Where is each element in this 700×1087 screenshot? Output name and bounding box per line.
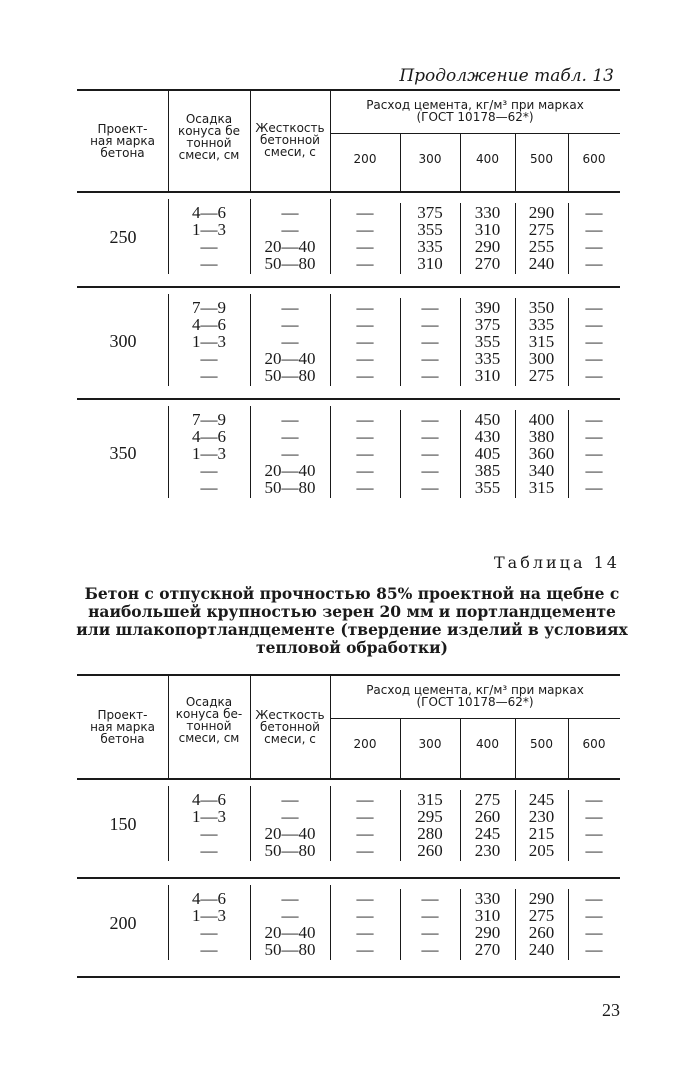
column-rule [250, 786, 251, 861]
table-cell: 310 [474, 366, 501, 385]
table-cell: 20—40 [264, 237, 316, 256]
grade-cell: 150 [109, 814, 137, 834]
table-cell: — [281, 220, 299, 239]
header-consumption: Расход цемента, кг/м³ при марках (ГОСТ 10178—62*) [366, 98, 584, 124]
table-cell: 290 [528, 203, 555, 222]
column-rule [330, 885, 331, 960]
table-cell: 4—6 [192, 203, 226, 222]
table-cell: — [585, 254, 603, 273]
table-cell: — [421, 940, 439, 959]
header-mark-600: 600 [582, 152, 606, 166]
column-rule [168, 199, 169, 274]
table-cell: 245 [474, 824, 501, 843]
table-cell: 240 [528, 254, 555, 273]
column-rule [515, 889, 516, 960]
column-rule [460, 298, 461, 386]
table-cell: 295 [417, 807, 443, 826]
column-rule [250, 199, 251, 274]
column-rule [460, 790, 461, 861]
table-cell: 215 [528, 824, 555, 843]
table-cell: — [281, 906, 299, 925]
table-cell: — [421, 889, 439, 908]
table-cell: — [585, 841, 603, 860]
column-rule [568, 790, 569, 861]
table-cell: 310 [474, 220, 501, 239]
column-rule [568, 133, 569, 191]
table-cell: — [421, 444, 439, 463]
column-rule [168, 89, 169, 191]
rule-line [77, 877, 620, 879]
table-cell: — [421, 906, 439, 925]
table-cell: — [585, 889, 603, 908]
table-cell: — [200, 237, 218, 256]
table-cell: 375 [474, 315, 501, 334]
column-rule [460, 718, 461, 778]
table-cell: 4—6 [192, 427, 226, 446]
table-cell: — [585, 203, 603, 222]
column-rule [330, 199, 331, 274]
table-cell: — [585, 349, 603, 368]
header-mark-500: 500 [530, 152, 553, 166]
table-cell: 230 [474, 841, 501, 860]
table-cell: 240 [528, 940, 555, 959]
grade-cell: 250 [109, 227, 137, 247]
column-rule [250, 406, 251, 498]
header-stiffness: Жесткость бетонной смеси, с [255, 121, 325, 159]
table-cell: — [421, 427, 439, 446]
table-cell: 50—80 [264, 366, 316, 385]
column-rule [515, 718, 516, 778]
table-cell: 450 [474, 410, 501, 429]
table-cell: 315 [417, 790, 443, 809]
rule-line [77, 976, 620, 978]
table-cell: — [200, 923, 218, 942]
table-cell: — [421, 349, 439, 368]
column-rule [330, 674, 331, 778]
table-14-caption: Бетон с отпускной прочностью 85% проектной на щебне с наибольшей крупностью зерен 20 мм и портландцементе или шлакопортландцементе (твердение изделий в условиях тепловой обработки) [76, 584, 628, 657]
column-rule [515, 133, 516, 191]
table-cell: — [356, 410, 374, 429]
table-cell: 255 [528, 237, 555, 256]
column-rule [568, 298, 569, 386]
grade-cell: 200 [109, 913, 137, 933]
table-cell: 385 [474, 461, 501, 480]
table-cell: 335 [528, 315, 555, 334]
table-cell: 335 [474, 349, 501, 368]
table-cell: 405 [474, 444, 501, 463]
table-cell: — [356, 923, 374, 942]
column-rule [250, 89, 251, 191]
header-grade: Проект- ная марка бетона [90, 122, 155, 160]
table-cell: — [356, 254, 374, 273]
table-cell: — [281, 315, 299, 334]
column-rule [515, 203, 516, 274]
table-cell: 1—3 [192, 332, 226, 351]
table-cell: 315 [528, 332, 555, 351]
table-cell: — [356, 366, 374, 385]
table-cell: 20—40 [264, 349, 316, 368]
table-cell: 275 [528, 220, 555, 239]
table-cell: 7—9 [192, 410, 226, 429]
rule-line [77, 398, 620, 400]
column-rule [250, 885, 251, 960]
table-cell: 290 [528, 889, 555, 908]
header-consumption: Расход цемента, кг/м³ при марках (ГОСТ 10178—62*) [366, 683, 584, 709]
table-cell: 340 [528, 461, 555, 480]
table-cell: — [281, 298, 299, 317]
header-mark-300: 300 [418, 737, 442, 751]
table-cell: — [356, 841, 374, 860]
table-cell: 50—80 [264, 841, 316, 860]
column-rule [568, 410, 569, 498]
column-rule [568, 889, 569, 960]
header-mark-500: 500 [530, 737, 553, 751]
table-cell: 1—3 [192, 807, 226, 826]
table-cell: — [421, 332, 439, 351]
table-cell: 390 [474, 298, 501, 317]
table-cell: 1—3 [192, 220, 226, 239]
table-cell: — [585, 237, 603, 256]
table-cell: 300 [528, 349, 555, 368]
column-rule [400, 790, 401, 861]
column-rule [400, 298, 401, 386]
table-cell: 20—40 [264, 461, 316, 480]
table-cell: — [356, 349, 374, 368]
table-cell: — [356, 444, 374, 463]
table-cell: — [356, 889, 374, 908]
table-cell: — [421, 410, 439, 429]
table-cell: — [421, 478, 439, 497]
table-cell: — [356, 461, 374, 480]
table-cell: 270 [474, 254, 501, 273]
rule-line [330, 133, 620, 134]
table-cell: 20—40 [264, 923, 316, 942]
header-slump: Осадка конуса бе тонной смеси, см [177, 112, 241, 162]
table-cell: 400 [528, 410, 555, 429]
table-cell: — [585, 410, 603, 429]
table-cell: — [356, 220, 374, 239]
column-rule [330, 294, 331, 386]
table-cell: — [200, 349, 218, 368]
column-rule [168, 294, 169, 386]
table-cell: — [356, 427, 374, 446]
table-cell: — [421, 923, 439, 942]
table-cell: 205 [528, 841, 555, 860]
table-cell: 1—3 [192, 906, 226, 925]
table-cell: 245 [528, 790, 555, 809]
table-cell: 230 [528, 807, 555, 826]
table-cell: — [281, 332, 299, 351]
table-cell: 275 [528, 366, 555, 385]
table-cell: — [200, 841, 218, 860]
table-cell: 355 [417, 220, 443, 239]
table-cell: — [356, 807, 374, 826]
header-mark-300: 300 [418, 152, 442, 166]
column-rule [400, 203, 401, 274]
grade-cell: 350 [109, 442, 137, 463]
table-cell: 355 [474, 332, 501, 351]
rule-line [77, 286, 620, 288]
table-cell: — [356, 203, 374, 222]
table-cell: — [200, 254, 218, 273]
table-cell: 1—3 [192, 444, 226, 463]
header-mark-200: 200 [353, 737, 377, 751]
continuation-label: Продолжение табл. 13 [399, 66, 614, 86]
table-cell: 335 [417, 237, 443, 256]
table-cell: 260 [474, 807, 501, 826]
column-rule [400, 889, 401, 960]
table-cell: — [200, 824, 218, 843]
grade-cell: 300 [109, 330, 137, 351]
table-cell: — [281, 807, 299, 826]
table-cell: 7—9 [192, 298, 226, 317]
table-cell: — [585, 790, 603, 809]
table-cell: 430 [474, 427, 501, 446]
column-rule [460, 410, 461, 498]
rule-line [330, 718, 620, 719]
table-cell: — [585, 478, 603, 497]
column-rule [568, 718, 569, 778]
table-cell: — [281, 790, 299, 809]
table-cell: 380 [528, 427, 555, 446]
table-cell: — [200, 461, 218, 480]
table-cell: 4—6 [192, 315, 226, 334]
table-cell: — [281, 410, 299, 429]
column-rule [330, 406, 331, 498]
table-cell: — [356, 332, 374, 351]
column-rule [400, 133, 401, 191]
table-cell: 4—6 [192, 790, 226, 809]
table-cell: 275 [528, 906, 555, 925]
table-cell: — [281, 203, 299, 222]
table-cell: — [585, 315, 603, 334]
table-cell: — [281, 444, 299, 463]
page-number: 23 [602, 1000, 620, 1020]
table-cell: — [356, 940, 374, 959]
table-cell: — [585, 220, 603, 239]
table-cell: 50—80 [264, 254, 316, 273]
table-cell: — [281, 427, 299, 446]
header-mark-600: 600 [582, 737, 606, 751]
header-mark-400: 400 [476, 152, 499, 166]
table-cell: 310 [417, 254, 443, 273]
table-cell: — [585, 940, 603, 959]
table-cell: 4—6 [192, 889, 226, 908]
table-cell: — [356, 298, 374, 317]
column-rule [515, 790, 516, 861]
table-cell: — [421, 366, 439, 385]
column-rule [330, 89, 331, 191]
header-slump: Осадка конуса бе- тонной смеси, см [175, 695, 243, 745]
table-cell: — [585, 427, 603, 446]
table-cell: — [356, 824, 374, 843]
table-cell: — [200, 940, 218, 959]
column-rule [168, 674, 169, 778]
table-cell: — [421, 298, 439, 317]
rule-line [77, 674, 620, 676]
table-cell: — [585, 807, 603, 826]
table-cell: 270 [474, 940, 501, 959]
rule-line [77, 191, 620, 193]
column-rule [400, 410, 401, 498]
column-rule [568, 203, 569, 274]
table-cell: — [585, 366, 603, 385]
table-14-title: Таблица 14 [494, 553, 620, 572]
column-rule [460, 133, 461, 191]
table-cell: — [585, 298, 603, 317]
column-rule [515, 410, 516, 498]
table-cell: — [585, 332, 603, 351]
table-cell: — [356, 315, 374, 334]
table-cell: 50—80 [264, 940, 316, 959]
table-cell: 290 [474, 237, 501, 256]
table-cell: 360 [528, 444, 555, 463]
header-mark-200: 200 [353, 152, 377, 166]
column-rule [168, 885, 169, 960]
table-cell: — [421, 461, 439, 480]
column-rule [330, 786, 331, 861]
column-rule [400, 718, 401, 778]
header-grade: Проект- ная марка бетона [90, 708, 155, 746]
table-cell: — [421, 315, 439, 334]
table-cell: 20—40 [264, 824, 316, 843]
column-rule [250, 674, 251, 778]
table-cell: 275 [474, 790, 501, 809]
table-cell: — [356, 906, 374, 925]
table-cell: — [356, 237, 374, 256]
rule-line [77, 89, 620, 91]
table-cell: — [585, 906, 603, 925]
table-cell: 375 [417, 203, 443, 222]
table-cell: — [356, 790, 374, 809]
table-cell: 350 [528, 298, 555, 317]
column-rule [168, 406, 169, 498]
table-cell: 310 [474, 906, 501, 925]
table-cell: — [585, 444, 603, 463]
table-cell: — [356, 478, 374, 497]
table-cell: 290 [474, 923, 501, 942]
table-cell: — [281, 889, 299, 908]
header-mark-400: 400 [476, 737, 499, 751]
table-cell: — [200, 478, 218, 497]
table-cell: — [200, 366, 218, 385]
table-cell: 260 [528, 923, 555, 942]
column-rule [515, 298, 516, 386]
column-rule [460, 889, 461, 960]
table-cell: 355 [474, 478, 501, 497]
table-cell: — [585, 824, 603, 843]
table-cell: 330 [474, 203, 501, 222]
table-cell: — [585, 461, 603, 480]
table-cell: — [585, 923, 603, 942]
table-cell: 50—80 [264, 478, 316, 497]
table-cell: 280 [417, 824, 443, 843]
table-cell: 260 [417, 841, 443, 860]
table-cell: 330 [474, 889, 501, 908]
column-rule [460, 203, 461, 274]
header-stiffness: Жесткость бетонной смеси, с [255, 708, 325, 746]
rule-line [77, 778, 620, 780]
table-cell: 315 [528, 478, 555, 497]
column-rule [168, 786, 169, 861]
column-rule [250, 294, 251, 386]
